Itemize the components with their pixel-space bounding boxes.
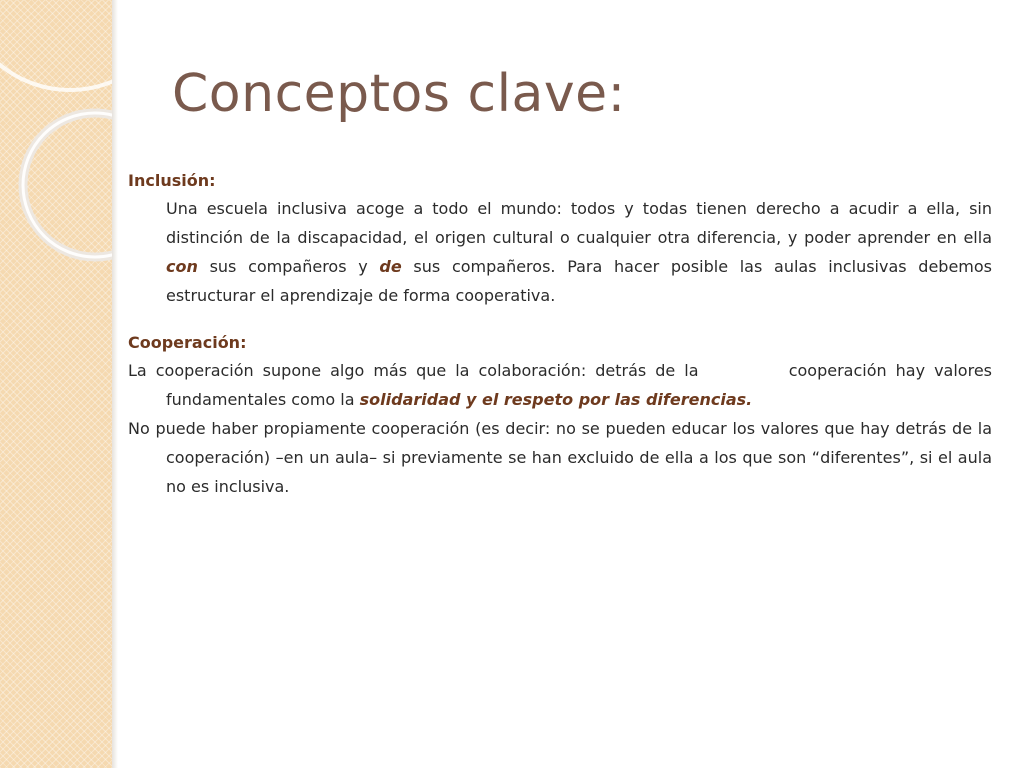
emphasis-de: de (379, 257, 402, 276)
paragraph-inclusion (166, 194, 992, 310)
inclusion-text-3: sus compañeros. Para hacer posible las aulas inclusivas debemos estructurar el aprendizaje de forma cooperativa. (166, 257, 993, 305)
slide-title: Conceptos clave: (172, 64, 626, 124)
inclusion-text-2: sus compañeros y (197, 257, 380, 276)
slide-body (128, 168, 998, 501)
emphasis-con: con (166, 257, 198, 276)
heading-inclusion: Inclusión: (128, 171, 216, 190)
cooperacion-text-1: La cooperación supone algo más que la colaboración: detrás de la cooperación hay valores fundamentales como la (128, 361, 998, 409)
heading-cooperacion: Cooperación: (128, 333, 247, 352)
paragraph-cooperacion-1 (128, 356, 998, 414)
decorative-sidebar (0, 0, 112, 768)
inclusion-text-1: Una escuela inclusiva acoge a todo el mundo: todos y todas tienen derecho a acudir a ella, sin distinción de la discapacidad, el origen cultural o cualquier otra diferencia, y poder aprender en ella (166, 199, 992, 247)
sidebar-divider (112, 0, 118, 768)
emphasis-solidaridad: solidaridad y el respeto por las diferencias. (359, 390, 753, 409)
decorative-circles (0, 0, 112, 768)
paragraph-cooperacion-2: No puede haber propiamente cooperación (es decir: no se pueden educar los valores que hay detrás de la cooperación) –en un aula– si previamente se han excluido de ella a los que son “diferentes”, si el aula no es inclusiva. (128, 419, 992, 496)
